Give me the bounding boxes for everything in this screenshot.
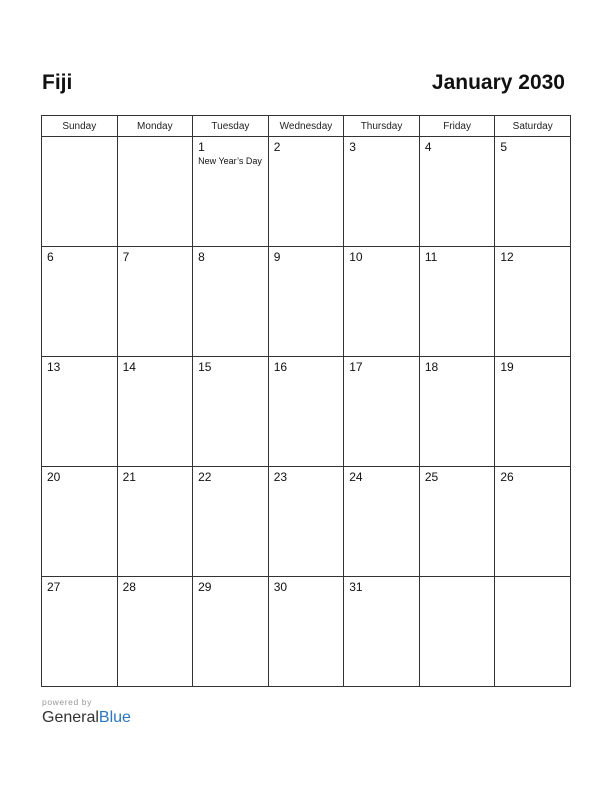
- holiday-label: [344, 154, 419, 155]
- calendar-grid: [41, 115, 571, 687]
- day-number: 3: [349, 140, 356, 154]
- day-cell: [268, 577, 344, 687]
- day-cell: [117, 247, 193, 357]
- week-row: [42, 247, 571, 357]
- day-cell: [268, 137, 344, 247]
- day-cell: [419, 247, 495, 357]
- holiday-label: [269, 374, 344, 375]
- weekday-header: Thursday: [344, 116, 420, 137]
- week-row: [42, 577, 571, 687]
- day-number: 15: [198, 360, 212, 374]
- holiday-label: [420, 264, 495, 265]
- day-cell: [344, 357, 420, 467]
- brand-general-text: General: [42, 709, 99, 726]
- day-number: 21: [122, 470, 136, 484]
- day-number: 9: [273, 250, 281, 264]
- holiday-label: [269, 594, 344, 595]
- holiday-label: [193, 264, 268, 265]
- day-cell: [42, 577, 118, 687]
- weekday-header: Tuesday: [193, 116, 269, 137]
- generalblue-logo[interactable]: [42, 708, 131, 728]
- day-cell: [268, 357, 344, 467]
- day-number: 14: [122, 360, 136, 374]
- weekday-header: Monday: [117, 116, 193, 137]
- day-number: 19: [500, 360, 514, 374]
- day-cell: [495, 357, 571, 467]
- day-cell: [42, 137, 118, 247]
- day-number: 4: [424, 140, 432, 154]
- day-cell: [344, 577, 420, 687]
- holiday-label: [495, 154, 570, 155]
- holiday-label: [118, 264, 193, 265]
- holiday-label: [193, 594, 268, 595]
- day-number: 20: [47, 470, 61, 484]
- day-cell: [419, 577, 495, 687]
- holiday-label: [420, 484, 495, 485]
- weekday-header: Sunday: [42, 116, 118, 137]
- brand-blue-text: Blue: [98, 709, 131, 726]
- day-cell: [193, 357, 269, 467]
- day-cell: [495, 577, 571, 687]
- day-number: 17: [349, 360, 363, 374]
- day-number: 25: [424, 470, 439, 484]
- day-number: 12: [500, 250, 514, 264]
- holiday-label: [118, 140, 193, 141]
- holiday-label: [42, 264, 117, 265]
- weekday-header-row: [42, 116, 571, 137]
- day-cell: [495, 137, 571, 247]
- holiday-label: [344, 594, 419, 595]
- day-cell: [419, 467, 495, 577]
- day-cell: [117, 577, 193, 687]
- day-cell: [42, 357, 118, 467]
- day-cell: [419, 357, 495, 467]
- weekday-header: Saturday: [495, 116, 571, 137]
- weekday-header: Wednesday: [268, 116, 344, 137]
- powered-by-text: powered by: [42, 697, 92, 707]
- day-cell: [42, 467, 118, 577]
- day-number: 28: [122, 580, 136, 594]
- holiday-label: [193, 374, 268, 375]
- holiday-label: [495, 374, 570, 375]
- month-title: January 2030: [431, 71, 565, 94]
- day-cell: [193, 467, 269, 577]
- day-cell: [42, 247, 118, 357]
- holiday-label: [495, 580, 570, 581]
- holiday-label: [344, 264, 419, 265]
- day-number: 24: [349, 470, 363, 484]
- day-cell: [193, 247, 269, 357]
- day-number: 5: [500, 140, 508, 154]
- holiday-label: [118, 374, 193, 375]
- day-cell: [419, 137, 495, 247]
- day-number: 29: [198, 580, 212, 594]
- day-cell: [117, 357, 193, 467]
- day-number: 23: [273, 470, 288, 484]
- day-cell: [344, 137, 420, 247]
- holiday-label: New Year’s Day: [198, 156, 262, 166]
- day-cell: [495, 247, 571, 357]
- holiday-label: [420, 374, 495, 375]
- day-number: 27: [47, 580, 61, 594]
- holiday-label: [42, 374, 117, 375]
- day-number: 30: [273, 580, 288, 594]
- day-number: 7: [122, 250, 130, 264]
- day-cell: [268, 467, 344, 577]
- country-title: Fiji: [42, 71, 73, 94]
- day-number: 2: [273, 140, 281, 154]
- day-number: 6: [47, 250, 54, 264]
- day-number: 11: [424, 250, 438, 264]
- week-row: [42, 467, 571, 577]
- day-cell: [344, 247, 420, 357]
- day-cell: [117, 467, 193, 577]
- day-number: 26: [500, 470, 514, 484]
- day-cell: [344, 467, 420, 577]
- holiday-label: [495, 484, 570, 485]
- week-row: [42, 137, 571, 247]
- holiday-label: [420, 580, 495, 581]
- weekday-header: Friday: [419, 116, 495, 137]
- holiday-label: [344, 484, 419, 485]
- day-cell: [193, 577, 269, 687]
- day-number: 10: [349, 250, 363, 264]
- holiday-label: [495, 264, 570, 265]
- day-number: 22: [198, 470, 212, 484]
- day-number: 13: [47, 360, 61, 374]
- day-cell: [193, 137, 269, 247]
- holiday-label: [42, 484, 117, 485]
- holiday-label: [269, 264, 344, 265]
- holiday-label: [118, 594, 193, 595]
- day-number: 31: [349, 580, 363, 594]
- day-cell: [495, 467, 571, 577]
- holiday-label: [269, 154, 344, 155]
- week-row: [42, 357, 571, 467]
- day-cell: [268, 247, 344, 357]
- day-number: 18: [424, 360, 439, 374]
- footer-branding: [42, 697, 131, 728]
- holiday-label: [193, 484, 268, 485]
- day-number: 16: [273, 360, 288, 374]
- day-number: 1: [198, 140, 205, 154]
- day-number: 8: [198, 250, 205, 264]
- holiday-label: [42, 140, 117, 141]
- holiday-label: [420, 154, 495, 155]
- day-cell: [117, 137, 193, 247]
- holiday-label: [269, 484, 344, 485]
- holiday-label: [344, 374, 419, 375]
- holiday-label: [118, 484, 193, 485]
- holiday-label: [42, 594, 117, 595]
